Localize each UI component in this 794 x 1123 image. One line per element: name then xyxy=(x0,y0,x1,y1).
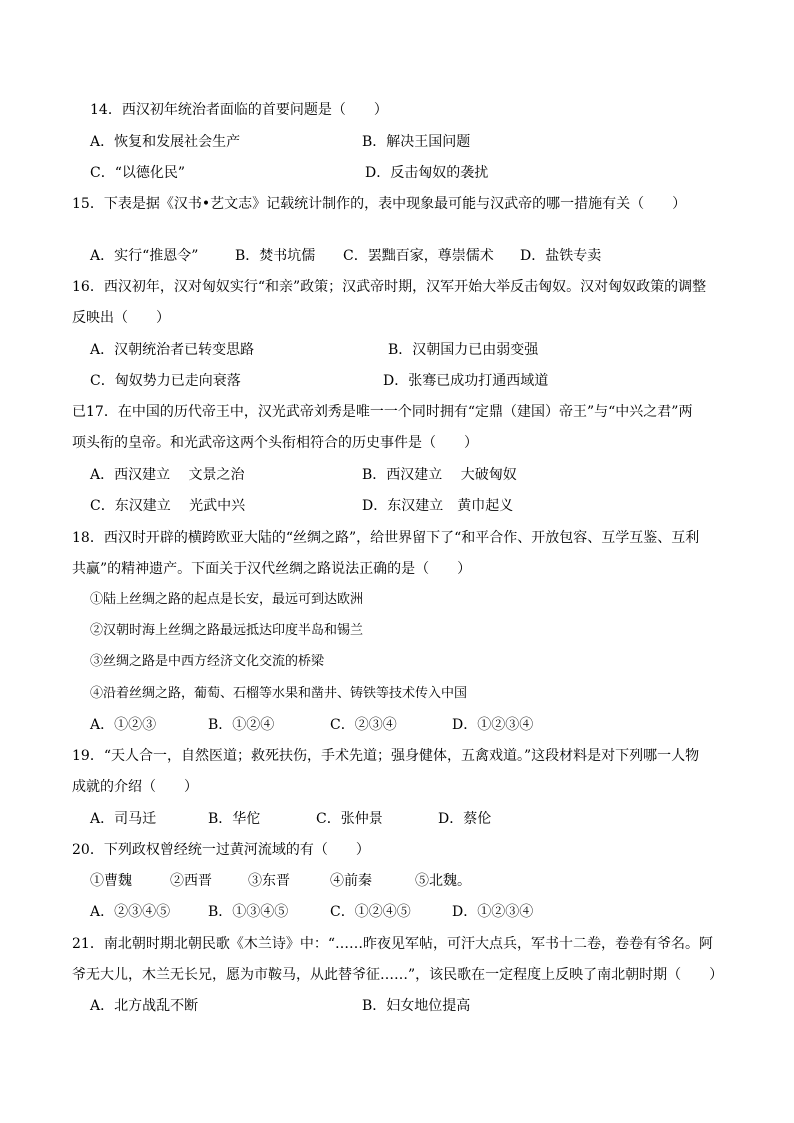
question-14-stem: 14．西汉初年统治者面临的首要问题是（ ） xyxy=(90,102,388,118)
q17-option-b: B．西汉建立 大破匈奴 xyxy=(362,467,517,483)
q20-option-a: A．②③④⑤ xyxy=(90,904,171,920)
q15-option-b: B．焚书坑儒 xyxy=(235,248,316,264)
q19-option-b: B．华佗 xyxy=(208,811,261,827)
q14-option-a: A．恢复和发展社会生产 xyxy=(90,134,241,150)
q17-option-d: D．东汉建立 黄巾起义 xyxy=(362,498,514,514)
q17-option-c: C．东汉建立 光武中兴 xyxy=(90,498,246,514)
q20-item-4: ④前秦 xyxy=(330,873,372,889)
q18-statement-2: ②汉朝时海上丝绸之路最远抵达印度半岛和锡兰 xyxy=(90,623,364,638)
question-17-stem-line1: 已17．在中国的历代帝王中，汉光武帝刘秀是唯一一个同时拥有“定鼎（建国）帝王”与“中兴之君”两 xyxy=(72,404,693,420)
question-17-stem-line2: 项头衔的皇帝。和光武帝这两个头衔相符合的历史事件是（ ） xyxy=(72,435,478,451)
q18-statement-1: ①陆上丝绸之路的起点是长安，最远可到达欧洲 xyxy=(90,592,364,607)
question-20-stem: 20．下列政权曾经统一过黄河流域的有（ ） xyxy=(72,842,370,858)
q19-option-a: A．司马迁 xyxy=(90,811,157,827)
q20-option-c: C．①②④⑤ xyxy=(330,904,411,920)
q16-option-d: D．张骞已成功打通西域道 xyxy=(383,373,549,389)
q15-option-a: A．实行“推恩令” xyxy=(90,248,199,264)
q16-option-b: B．汉朝国力已由弱变强 xyxy=(388,342,539,358)
q19-option-d: D．蔡伦 xyxy=(438,811,492,827)
q20-item-2: ②西晋 xyxy=(170,873,212,889)
q16-option-a: A．汉朝统治者已转变思路 xyxy=(90,342,255,358)
q20-item-5: ⑤北魏。 xyxy=(415,873,471,889)
q14-option-d: D．反击匈奴的袭扰 xyxy=(365,165,489,181)
q18-statement-4: ④沿着丝绸之路，葡萄、石榴等水果和凿井、铸铁等技术传入中国 xyxy=(90,686,468,701)
question-18-stem-line1: 18．西汉时开辟的横跨欧亚大陆的“丝绸之路”，给世界留下了“和平合作、开放包容、互学互鉴、互利 xyxy=(72,530,700,546)
question-19-stem-line2: 成就的介绍（ ） xyxy=(72,779,198,795)
q17-option-a: A．西汉建立 文景之治 xyxy=(90,467,245,483)
question-15-stem: 15．下表是据《汉书•艺文志》记载统计制作的，表中现象最可能与汉武帝的哪一措施有关（ ） xyxy=(72,196,687,212)
q20-option-b: B．①③④⑤ xyxy=(208,904,289,920)
question-21-stem-line1: 21．南北朝时期北朝民歌《木兰诗》中：“……昨夜见军帖，可汗大点兵，军书十二卷，卷卷有爷名。阿 xyxy=(72,936,713,952)
q14-option-b: B．解决王国问题 xyxy=(362,134,471,150)
q21-option-a: A．北方战乱不断 xyxy=(90,998,199,1014)
q21-option-b: B．妇女地位提高 xyxy=(362,998,471,1014)
q18-statement-3: ③丝绸之路是中西方经济文化交流的桥梁 xyxy=(90,654,325,669)
q18-option-b: B．①②④ xyxy=(208,717,275,733)
q18-option-d: D．①②③④ xyxy=(452,717,534,733)
question-16-stem-line1: 16．西汉初年，汉对匈奴实行“和亲”政策；汉武帝时期，汉军开始大举反击匈奴。汉对匈奴政策的调整 xyxy=(72,279,707,295)
question-21-stem-line2: 爷无大儿，木兰无长兄，愿为市鞍马，从此替爷征……”，该民歌在一定程度上反映了南北朝时期（ ） xyxy=(72,967,724,983)
question-19-stem-line1: 19．“天人合一，自然医道；救死扶伤，手术先道；强身健体，五禽戏道。”这段材料是对下列哪一人物 xyxy=(72,748,700,764)
q20-item-1: ①曹魏 xyxy=(90,873,132,889)
question-18-stem-line2: 共赢”的精神遗产。下面关于汉代丝绸之路说法正确的是（ ） xyxy=(72,561,472,577)
q19-option-c: C．张仲景 xyxy=(316,811,383,827)
q16-option-c: C．匈奴势力已走向衰落 xyxy=(90,373,241,389)
q15-option-d: D．盐铁专卖 xyxy=(520,248,602,264)
q20-option-d: D．①②③④ xyxy=(452,904,534,920)
q20-item-3: ③东晋 xyxy=(248,873,290,889)
question-16-stem-line2: 反映出（ ） xyxy=(72,310,170,326)
q15-option-c: C．罢黜百家，尊崇儒术 xyxy=(343,248,494,264)
q18-option-a: A．①②③ xyxy=(90,717,157,733)
q18-option-c: C．②③④ xyxy=(330,717,397,733)
q14-option-c: C．“以德化民” xyxy=(90,165,186,181)
